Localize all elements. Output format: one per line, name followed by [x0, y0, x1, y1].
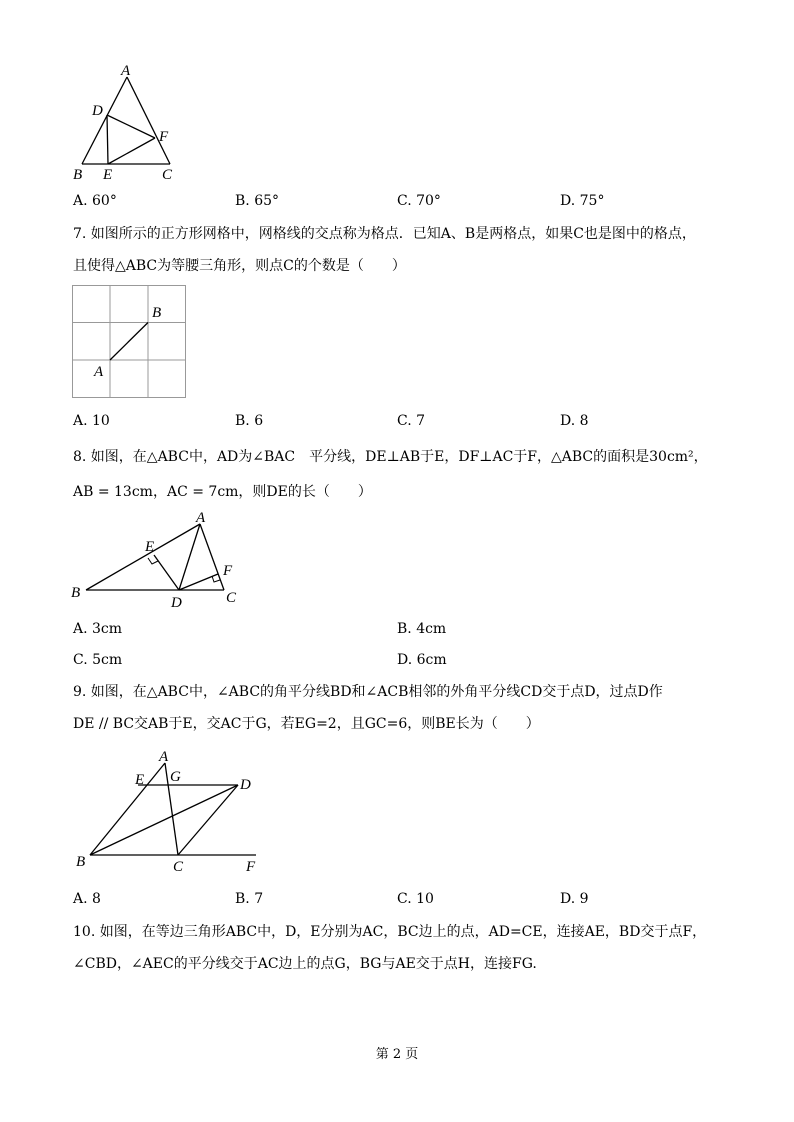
q8-label-C: C — [226, 590, 237, 606]
q9-label-C: C — [173, 859, 184, 875]
q6-label-C: C — [162, 167, 173, 183]
q10-text-line2: ∠CBD，∠AEC的平分线交于AC边上的点G，BG与AE交于点H，连接FG. — [73, 956, 537, 972]
page-footer: 第 2 页 — [375, 1047, 419, 1062]
q9-label-E: E — [135, 772, 145, 788]
q8-option-a: A. 3cm — [73, 621, 123, 637]
q9-option-a: A. 8 — [73, 891, 101, 907]
q9-figure — [70, 745, 270, 877]
q6-option-d: D. 75° — [560, 193, 605, 209]
q9-label-G: G — [170, 769, 181, 785]
q8-text-line2: AB = 13cm，AC = 7cm，则DE的长（ ） — [73, 484, 372, 500]
q8-label-B: B — [71, 585, 81, 601]
q8-option-d: D. 6cm — [397, 652, 447, 668]
q7-label-A: A — [94, 364, 104, 380]
q7-label-B: B — [152, 305, 162, 321]
q7-option-a: A. 10 — [73, 413, 110, 429]
q6-label-B: B — [73, 167, 83, 183]
q8-label-E: E — [145, 539, 155, 555]
q8-option-c: C. 5cm — [73, 652, 123, 668]
q9-option-c: C. 10 — [397, 891, 434, 907]
q9-label-A: A — [159, 749, 169, 765]
q7-option-b: B. 6 — [235, 413, 264, 429]
q6-label-D: D — [92, 103, 103, 119]
q6-option-a: A. 60° — [73, 193, 117, 209]
q9-text-line2: DE // BC交AB于E，交AC于G，若EG=2，且GC=6，则BE长为（ ） — [73, 716, 540, 732]
q9-label-F: F — [246, 859, 256, 875]
q7-grid-figure — [72, 285, 188, 399]
q8-label-D: D — [171, 595, 182, 610]
q7-option-c: C. 7 — [397, 413, 426, 429]
q6-option-c: C. 70° — [397, 193, 441, 209]
q7-option-d: D. 8 — [560, 413, 589, 429]
q6-label-E: E — [103, 167, 113, 183]
q8-triangle-figure — [68, 508, 248, 610]
q9-text-line1: 9. 如图，在△ABC中，∠ABC的角平分线BD和∠ACB相邻的外角平分线CD交于点D，过点D作 — [73, 684, 663, 700]
q9-label-B: B — [76, 854, 86, 870]
q8-label-F: F — [223, 563, 233, 579]
q8-text-line1: 8. 如图，在△ABC中，AD为∠BAC 平分线，DE⊥AB于E，DF⊥AC于F，△ABC的面积是30cm²， — [73, 449, 708, 465]
q6-triangle-figure — [70, 62, 190, 184]
q7-text-line1: 7. 如图所示的正方形网格中，网格线的交点称为格点．已知A、B是两格点，如果C也是图中的格点， — [73, 226, 696, 242]
q9-option-b: B. 7 — [235, 891, 264, 907]
q8-label-A: A — [196, 510, 206, 526]
q7-text-line2: 且使得△ABC为等腰三角形，则点C的个数是（ ） — [73, 258, 406, 274]
q10-text-line1: 10. 如图，在等边三角形ABC中，D，E分别为AC，BC边上的点，AD=CE，连接AE，BD交于点F， — [73, 924, 707, 940]
q9-label-D: D — [240, 777, 251, 793]
q6-label-F: F — [159, 129, 169, 145]
q6-label-A: A — [121, 63, 131, 79]
q8-option-b: B. 4cm — [397, 621, 447, 637]
q6-option-b: B. 65° — [235, 193, 280, 209]
q9-option-d: D. 9 — [560, 891, 589, 907]
